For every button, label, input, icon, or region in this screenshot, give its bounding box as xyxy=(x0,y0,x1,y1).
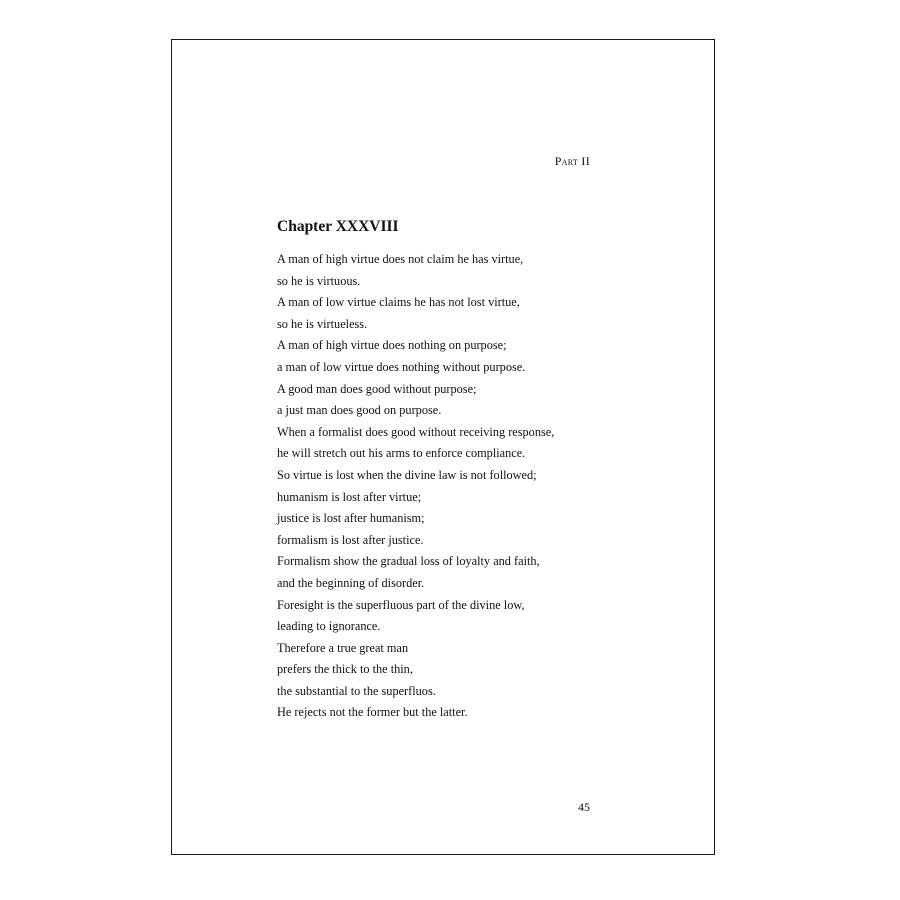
poem-line: formalism is lost after justice. xyxy=(277,532,424,547)
poem-line: A man of low virtue claims he has not lost virtue, xyxy=(277,295,520,310)
poem-line: Foresight is the superfluous part of the divine low, xyxy=(277,597,525,612)
poem-line: justice is lost after humanism; xyxy=(277,511,425,526)
book-page xyxy=(171,39,715,855)
chapter-title: Chapter XXXVIII xyxy=(277,218,399,235)
poem-line: So virtue is lost when the divine law is not followed; xyxy=(277,467,537,482)
poem-line: a just man does good on purpose. xyxy=(277,403,442,418)
poem-line: the substantial to the superfluos. xyxy=(277,683,436,698)
poem-text xyxy=(277,249,554,724)
poem-line: he will stretch out his arms to enforce compliance. xyxy=(277,446,526,461)
poem-line: When a formalist does good without receiving response, xyxy=(277,424,555,439)
poem-line: humanism is lost after virtue; xyxy=(277,489,422,504)
poem-line: A man of high virtue does nothing on purpose; xyxy=(277,338,507,353)
poem-line: so he is virtueless. xyxy=(277,316,368,331)
running-head: Part II xyxy=(554,154,590,168)
poem-line: A man of high virtue does not claim he has virtue, xyxy=(277,252,524,266)
poem-line: prefers the thick to the thin, xyxy=(277,662,413,677)
poem-line: leading to ignorance. xyxy=(277,619,381,634)
poem-line: Formalism show the gradual loss of loyalty and faith, xyxy=(277,554,540,569)
page-number: 45 xyxy=(578,800,590,814)
poem-line: A good man does good without purpose; xyxy=(277,381,477,396)
poem-line: He rejects not the former but the latter. xyxy=(277,705,468,720)
poem-line: and the beginning of disorder. xyxy=(277,575,425,590)
poem-line: a man of low virtue does nothing without purpose. xyxy=(277,359,526,374)
poem-line: Therefore a true great man xyxy=(277,640,409,655)
poem-line: so he is virtuous. xyxy=(277,273,361,288)
